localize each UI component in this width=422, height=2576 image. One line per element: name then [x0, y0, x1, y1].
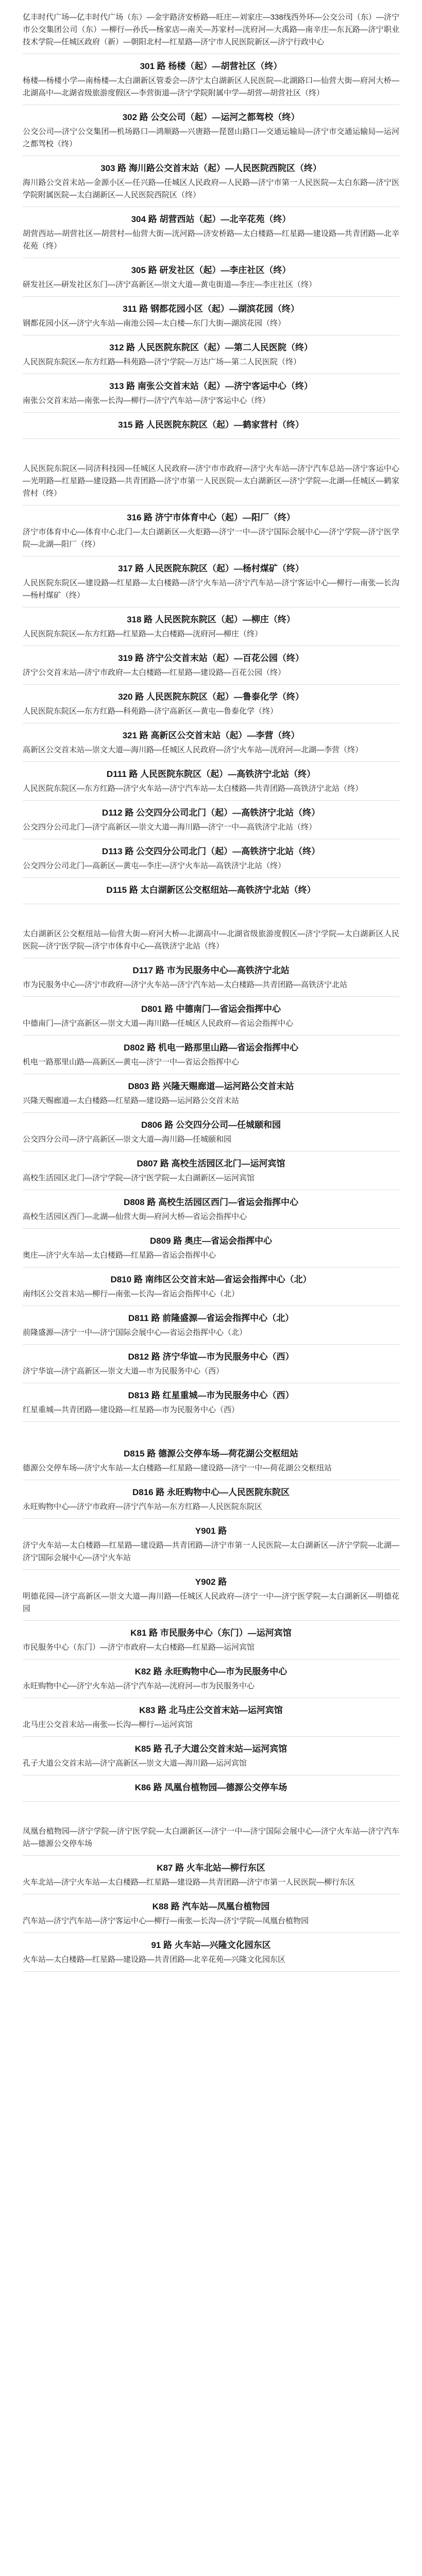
route-title: K83 路 北马庄公交首末站—运河宾馆 — [139, 1705, 283, 1715]
route-block — [23, 374, 399, 413]
route-title: K82 路 永旺购物中心—市为民服务中心 — [134, 1667, 288, 1676]
route-block — [23, 1345, 399, 1383]
route-block — [23, 1306, 399, 1345]
route-block — [23, 1933, 399, 1972]
route-stops: 人民医院东院区—东方红路—红星路—太白楼路—洸府河—柳庄（终） — [23, 630, 263, 638]
route-block — [23, 1737, 399, 1775]
route-title: D815 路 德源公交停车场—荷花湖公交枢纽站 — [123, 1449, 299, 1459]
route-title: D111 路 人民医院东院区（起）—高铁济宁北站（终） — [106, 769, 316, 779]
route-block — [23, 924, 399, 958]
route-block — [23, 556, 399, 607]
route-stops: 钢都花园小区—济宁火车站—南池公园—太白楼—东门大街—湖滨花园（终） — [23, 319, 286, 328]
route-block — [23, 1151, 399, 1190]
route-block — [23, 1113, 399, 1151]
route-stops: 亿丰时代广场—亿丰时代广场（东）—金宇路济安桥路—旺庄—刘家庄—338线西外环—公交公司（东）—济宁市公交集团公司（东）—柳行—孙氏—杨家店—南关—苏家村—洸府河—大禹路—南辛庄—东瓦路—济宁职业技术学院—任城区政府（新）—朝阳北村—红星路—济宁市人民医院新区—济宁行政中心 — [23, 13, 399, 46]
route-title: D808 路 高校生活园区西门—省运会指挥中心 — [123, 1197, 299, 1207]
route-title: D809 路 奥庄—省运会指挥中心 — [149, 1236, 273, 1246]
route-title: 301 路 杨楼（起）—胡营社区（终） — [140, 61, 282, 71]
route-block — [23, 1856, 399, 1894]
route-stops: 北马庄公交首末站—南张—长沟—柳行—运河宾馆 — [23, 1720, 193, 1729]
route-block — [23, 1074, 399, 1113]
route-stops: 南纬区公交首末站—柳行—南张—长沟—省运会指挥中心（北） — [23, 1290, 240, 1298]
route-title: 318 路 人民医院东院区（起）—柳庄（终） — [127, 615, 295, 624]
route-block — [23, 335, 399, 374]
route-block — [23, 997, 399, 1036]
route-title: 315 路 人民医院东院区（起）—鹤家营村（终） — [118, 420, 304, 430]
route-title: D115 路 太白湖新区公交枢纽站—高铁济宁北站（终） — [106, 885, 316, 895]
route-title: 320 路 人民医院东院区（起）—鲁泰化学（终） — [118, 692, 304, 702]
route-stops: 汽车站—济宁汽车站—济宁客运中心—柳行—南张—长沟—济宁学院—凤凰台植物园 — [23, 1917, 309, 1925]
route-title: 321 路 高新区公交首末站（起）—李营（终） — [122, 731, 300, 740]
route-block — [23, 7, 399, 54]
route-block — [23, 105, 399, 156]
route-block — [23, 1570, 399, 1621]
route-title: K85 路 孔子大道公交首末站—运河宾馆 — [134, 1744, 288, 1754]
route-title: 311 路 钢都花园小区（起）—湖滨花园（终） — [123, 304, 299, 314]
route-section — [23, 7, 399, 439]
route-stops: 凤凰台植物园—济宁学院—济宁医学院—太白湖新区—济宁一中—济宁国际会展中心—济宁火车站—济宁汽车站—德源公交停车场 — [23, 1827, 399, 1848]
route-block — [23, 1659, 399, 1698]
route-stops: 市为民服务中心—济宁市政府—济宁火车站—济宁汽车站—太白楼路—共青团路—高铁济宁北站 — [23, 980, 348, 989]
route-title: D112 路 公交四分公司北门（起）—高铁济宁北站（终） — [102, 808, 320, 818]
route-section — [23, 1442, 399, 1802]
route-title: D807 路 高校生活园区北门—运河宾馆 — [137, 1159, 285, 1168]
route-stops: 火车北站—济宁火车站—太白楼路—红星路—建设路—共青团路—济宁市第一人民医院—柳行东区 — [23, 1878, 356, 1887]
route-title: Y901 路 — [195, 1526, 227, 1536]
route-block — [23, 459, 399, 505]
route-stops: 红星重城—共青团路—建设路—红星路—市为民服务中心（西） — [23, 1405, 240, 1414]
route-title: 319 路 济宁公交首末站（起）—百花公园（终） — [118, 653, 304, 663]
route-stops: 公交四分公司北门—高新区—黄屯—李庄—济宁火车站—高铁济宁北站（终） — [23, 861, 286, 870]
route-section — [23, 459, 399, 904]
route-title: K87 路 火车北站—柳行东区 — [157, 1863, 265, 1873]
route-block — [23, 762, 399, 801]
route-block — [23, 801, 399, 839]
route-block — [23, 413, 399, 439]
route-block — [23, 607, 399, 646]
route-block — [23, 1698, 399, 1737]
route-title: D117 路 市为民服务中心—高铁济宁北站 — [132, 965, 290, 975]
route-block — [23, 505, 399, 556]
route-block — [23, 723, 399, 762]
route-stops: 机电一路那里山路—高新区—黄屯—济宁一中—省运会指挥中心 — [23, 1058, 240, 1066]
route-title: D113 路 公交四分公司北门（起）—高铁济宁北站（终） — [102, 846, 320, 856]
route-stops: 人民医院东院区—同济科技园—任城区人民政府—济宁市市政府—济宁火车站—济宁汽车总站—济宁客运中心—光明路—红星路—建设路—共青团路—济宁市第一人民医院—太白湖新区—济宁学院—北湖—任城区—鹤家营村（终） — [23, 464, 399, 498]
route-stops: 前隆盛源—济宁一中—济宁国际会展中心—省运会指挥中心（北） — [23, 1328, 247, 1337]
route-block — [23, 1383, 399, 1422]
route-stops: 济宁市体育中心—体育中心北门—太白湖新区—火炬路—济宁一中—济宁国际会展中心—济宁学院—济宁医学院—北湖—阳厂（终） — [23, 528, 399, 549]
route-stops: 公交四分公司—济宁高新区—崇文大道—海川路—任城颐和园 — [23, 1135, 232, 1144]
route-block — [23, 878, 399, 904]
route-block — [23, 1267, 399, 1306]
route-stops: 太白湖新区公交枢纽站—仙营大街—府河大桥—北湖高中—北湖省级旅游度假区—济宁学院—太白湖新区人民医院—济宁医学院—济宁市体育中心—高铁济宁北站（终） — [23, 929, 399, 951]
route-block — [23, 207, 399, 258]
route-title: D812 路 济宁华谊—市为民服务中心（西） — [128, 1352, 294, 1362]
route-stops: 研发社区—研发社区东门—济宁高新区—崇文大道—黄屯街道—李庄—李庄社区（终） — [23, 280, 317, 289]
route-block — [23, 1190, 399, 1229]
route-title: D806 路 公交四分公司—任城颐和园 — [141, 1120, 281, 1130]
route-block — [23, 1480, 399, 1519]
route-title: 317 路 人民医院东院区（起）—杨村煤矿（终） — [118, 564, 304, 573]
route-title: D803 路 兴隆天赐廊道—运河路公交首末站 — [128, 1081, 294, 1091]
route-block — [23, 1775, 399, 1802]
route-stops: 高校生活园区北门—济宁学院—济宁医学院—太白湖新区—运河宾馆 — [23, 1174, 255, 1182]
route-title: K81 路 市民服务中心（东门）—运河宾馆 — [130, 1628, 292, 1638]
route-stops: 南张公交首末站—南张—长沟—柳行—济宁汽车站—济宁客运中心（终） — [23, 396, 271, 405]
route-title: Y902 路 — [195, 1577, 227, 1587]
route-stops: 永旺购物中心—济宁火车站—济宁汽车站—洸府河—市为民服务中心 — [23, 1682, 255, 1690]
route-title: K88 路 汽车站—凤凰台植物园 — [152, 1902, 270, 1911]
route-title: D813 路 红星重城—市为民服务中心（西） — [128, 1391, 294, 1400]
route-block — [23, 1821, 399, 1856]
route-stops: 高新区公交首末站—崇文大道—海川路—任城区人民政府—济宁火车站—洸府河—北湖—李营（终） — [23, 745, 363, 754]
route-title: 305 路 研发社区（起）—李庄社区（终） — [131, 265, 291, 275]
route-stops: 孔子大道公交首末站—济宁高新区—崇文大道—海川路—运河宾馆 — [23, 1759, 247, 1768]
route-block — [23, 958, 399, 997]
route-stops: 公交四分公司北门—济宁高新区—崇文大道—海川路—济宁一中—高铁济宁北站（终） — [23, 823, 317, 832]
route-stops: 人民医院东院区—东方红路—科苑路—济宁高新区—黄屯—鲁泰化学（终） — [23, 707, 278, 716]
route-title: 303 路 海川路公交首末站（起）—人民医院西院区（终） — [100, 163, 322, 173]
route-title: 304 路 胡营西站（起）—北辛花苑（终） — [131, 214, 291, 224]
route-block — [23, 1229, 399, 1267]
route-stops: 人民医院东院区—东方红路—科苑路—济宁学院—万达广场—第二人民医院（终） — [23, 358, 301, 366]
route-title: D810 路 南纬区公交首末站—省运会指挥中心（北） — [110, 1275, 312, 1284]
route-title: 313 路 南张公交首末站（起）—济宁客运中心（终） — [109, 381, 313, 391]
route-block — [23, 1036, 399, 1074]
route-stops: 济宁火车站—太白楼路—红星路—建设路—共青团路—济宁市第一人民医院—太白湖新区—济宁学院—北湖—济宁国际会展中心—济宁火车站 — [23, 1541, 399, 1562]
route-block — [23, 646, 399, 685]
route-block — [23, 156, 399, 207]
route-stops: 人民医院东院区—建设路—红星路—太白楼路—济宁火车站—济宁汽车站—济宁客运中心—柳行—南张—长沟—杨村煤矿（终） — [23, 579, 399, 600]
route-stops: 济宁公交首末站—济宁市政府—太白楼路—红星路—建设路—百花公园（终） — [23, 668, 286, 677]
route-block — [23, 1621, 399, 1659]
route-block — [23, 54, 399, 105]
route-stops: 中德南门—济宁高新区—崇文大道—海川路—任城区人民政府—省运会指挥中心 — [23, 1019, 294, 1028]
route-title: D816 路 永旺购物中心—人民医院东院区 — [132, 1487, 290, 1497]
route-stops: 火车站—太白楼路—红星路—建设路—共青团路—北辛花苑—兴隆文化园东区 — [23, 1955, 286, 1964]
route-title: 302 路 公交公司（起）—运河之都驾校（终） — [122, 112, 300, 122]
route-title: D811 路 前隆盛源—省运会指挥中心（北） — [128, 1313, 294, 1323]
route-block — [23, 258, 399, 297]
route-section — [23, 1821, 399, 1972]
route-title: 312 路 人民医院东院区（起）—第二人民医院（终） — [109, 343, 313, 352]
route-stops: 杨楼—杨楼小学—南杨楼—太白湖新区管委会—济宁太白湖新区人民医院—北湖路口—仙营大街—府河大桥—北湖高中—北湖省级旅游度假区—李营街道—济宁学院附属中学—胡营—胡营社区（终） — [23, 76, 399, 97]
route-stops: 胡营西站—胡营社区—胡营村—仙营大街—洸河路—济安桥路—太白楼路—红星路—建设路—共青团路—北辛花苑（终） — [23, 229, 399, 250]
route-stops: 奥庄—济宁火车站—太白楼路—红星路—省运会指挥中心 — [23, 1251, 216, 1260]
route-stops: 济宁华谊—济宁高新区—崇文大道—市为民服务中心（西） — [23, 1367, 224, 1376]
route-section — [23, 924, 399, 1422]
route-stops: 永旺购物中心—济宁市政府—济宁汽车站—东方红路—人民医院东院区 — [23, 1502, 263, 1511]
route-block — [23, 839, 399, 878]
route-title: K86 路 凤凰台植物园—德源公交停车场 — [134, 1783, 288, 1792]
route-title: D801 路 中德南门—省运会指挥中心 — [141, 1004, 281, 1014]
route-block — [23, 685, 399, 723]
route-block — [23, 1442, 399, 1480]
route-title: 316 路 济宁市体育中心（起）—阳厂（终） — [127, 513, 295, 522]
route-block — [23, 1519, 399, 1570]
route-stops: 公交公司—济宁公交集团—机场路口—鸿顺路—兴唐路—琵琶山路口—交通运输局—济宁市交通运输局—运河之都驾校（终） — [23, 127, 399, 148]
route-stops: 德源公交停车场—济宁火车站—太白楼路—红星路—建设路—济宁一中—荷花湖公交枢纽站 — [23, 1464, 332, 1472]
route-stops: 人民医院东院区—东方红路—济宁火车站—济宁汽车站—太白楼路—共青团路—高铁济宁北站（终） — [23, 784, 363, 793]
route-block — [23, 1894, 399, 1933]
route-block — [23, 297, 399, 335]
route-stops: 高校生活园区西门—北湖—仙营大街—府河大桥—省运会指挥中心 — [23, 1212, 247, 1221]
route-title: D802 路 机电一路那里山路—省运会指挥中心 — [123, 1043, 299, 1053]
route-stops: 兴隆天赐廊道—太白楼路—红星路—建设路—运河路公交首末站 — [23, 1096, 240, 1105]
route-stops: 市民服务中心（东门）—济宁市政府—太白楼路—红星路—运河宾馆 — [23, 1643, 255, 1652]
route-title: 91 路 火车站—兴隆文化园东区 — [151, 1940, 271, 1950]
route-stops: 明德花园—济宁高新区—崇文大道—海川路—任城区人民政府—济宁一中—济宁医学院—太白湖新区—明德花园 — [23, 1592, 399, 1613]
route-stops: 海川路公交首末站—金源小区—任兴路—任城区人民政府—人民路—济宁市第一人民医院—太白东路—济宁医学院附属医院—太白湖新区—人民医院西院区（终） — [23, 178, 399, 199]
